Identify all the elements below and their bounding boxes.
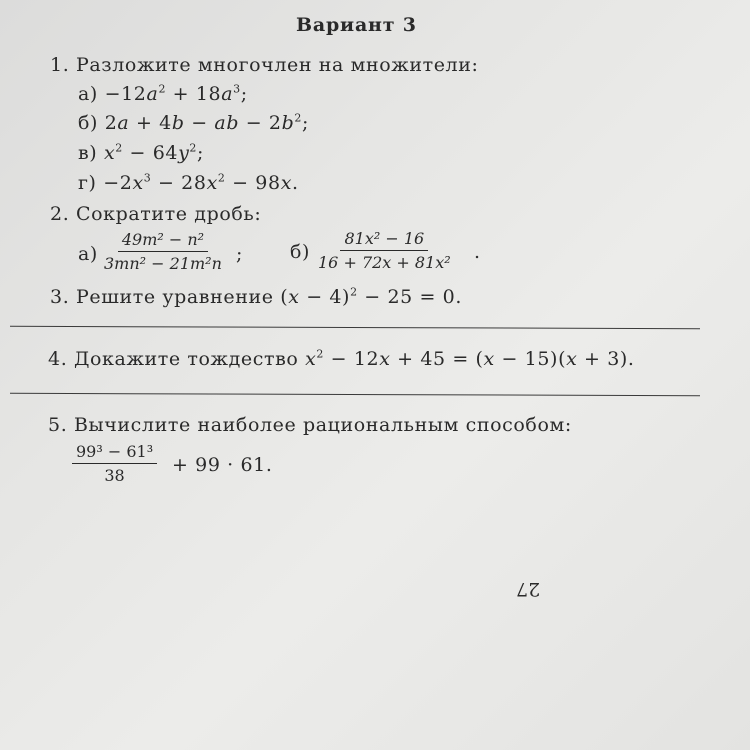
task1-item-a: $а) -12a^2 + 18a^3$; bbox=[78, 82, 248, 105]
task3-line: 3. Решите уравнение $(x - 4)^2 - 25 = 0$. bbox=[50, 285, 462, 308]
task2-a-separator: ; bbox=[236, 243, 244, 265]
task2-b-denominator: 16 + 72x + 81x² bbox=[318, 253, 451, 272]
task4-line: 4. Докажите тождество $x^2 - 12x + 45 = (x - 15)(x + 3)$. bbox=[48, 347, 635, 370]
task1-heading: 1. Разложите многочлен на множители: bbox=[50, 54, 479, 76]
task5-tail: + 99 · 61. bbox=[172, 454, 273, 476]
task1-item-g: $г) -2x^3 - 28x^2 - 98x$. bbox=[78, 171, 299, 194]
task2-b-label: б) bbox=[290, 241, 311, 263]
task2-a-denominator: 3mn² − 21m²n bbox=[104, 254, 222, 273]
task2-b-numerator: 81x² − 16 bbox=[340, 229, 428, 251]
task1-item-v: в) $x^2 - 64y^2$; bbox=[78, 141, 205, 164]
task2-a-label: а) bbox=[78, 243, 98, 265]
task3-heading: 3. Решите уравнение bbox=[50, 286, 274, 308]
page-number: 27 bbox=[516, 578, 541, 600]
task4-heading: 4. Докажите тождество bbox=[48, 348, 299, 370]
divider-line-2 bbox=[10, 393, 700, 396]
task2-b-end: . bbox=[474, 241, 481, 263]
task5-heading: 5. Вычислите наиболее рациональным способом: bbox=[48, 414, 572, 436]
task2-a-fraction bbox=[104, 230, 222, 273]
task5-fraction bbox=[72, 442, 157, 485]
divider-line-1 bbox=[10, 326, 700, 329]
task5-numerator: 99³ − 61³ bbox=[72, 442, 157, 464]
task5-denominator: 38 bbox=[104, 466, 125, 485]
task1-item-b: б) 2a + 4b − ab − $2b^2$; bbox=[78, 111, 309, 134]
task2-b-fraction bbox=[318, 229, 451, 272]
variant-title: Вариант 3 bbox=[296, 14, 417, 36]
task2-heading: 2. Сократите дробь: bbox=[50, 203, 262, 225]
task2-a-numerator: 49m² − n² bbox=[118, 230, 208, 252]
